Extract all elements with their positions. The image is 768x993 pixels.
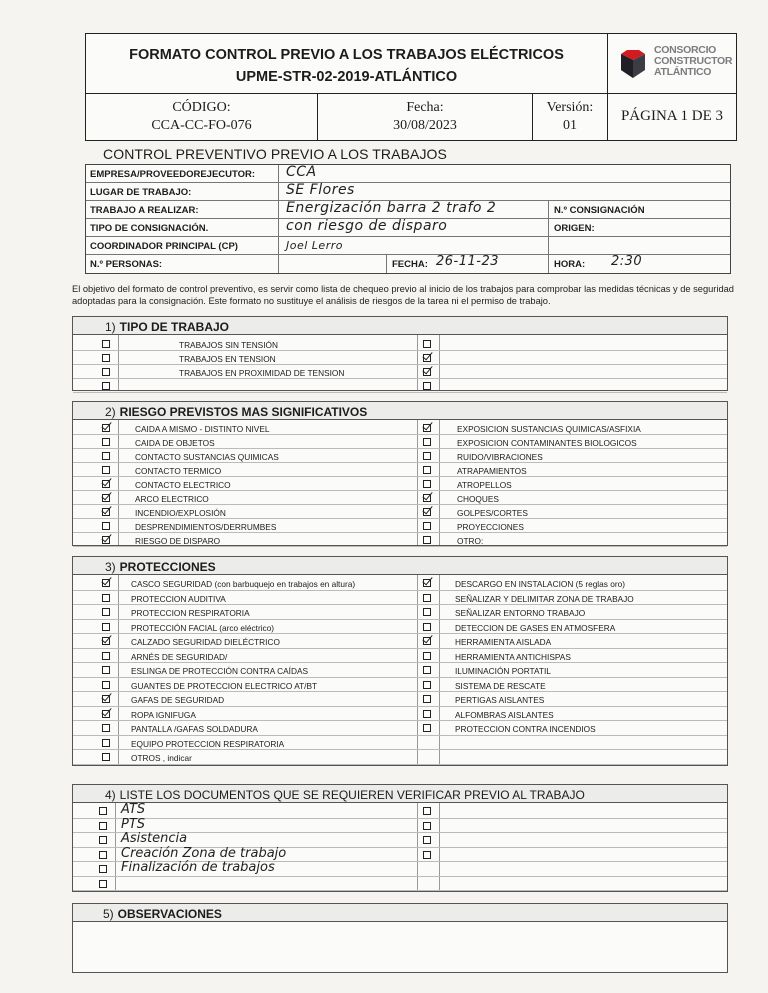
section-tipo-trabajo bbox=[72, 316, 728, 391]
objective-text: El objetivo del formato de control preventivo, es servir como lista de chequeo previo al inicio de los trabajos para comprobar las medidas técnicas y de seguridad adoptadas para la consignación. Este formato no sustituye el análisis de riesgos de la tarea ni el permiso de trabajo. bbox=[72, 284, 734, 306]
fecha-field-label: FECHA: bbox=[392, 259, 428, 270]
checkbox[interactable] bbox=[102, 438, 110, 446]
logo-icon bbox=[618, 48, 648, 80]
checkbox[interactable] bbox=[423, 822, 431, 830]
section-title: 5) OBSERVACIONES bbox=[73, 904, 727, 922]
checkbox[interactable] bbox=[99, 836, 107, 844]
tipo-label: TIPO DE CONSIGNACIÓN. bbox=[90, 223, 209, 234]
checkbox[interactable] bbox=[423, 579, 431, 587]
form-title bbox=[86, 34, 608, 94]
info-table bbox=[85, 164, 731, 274]
checkbox[interactable] bbox=[423, 666, 431, 674]
checkbox[interactable] bbox=[102, 536, 110, 544]
checklist-label: SEÑALIZAR ENTORNO TRABAJO bbox=[455, 608, 586, 618]
checklist-label: CAIDA DE OBJETOS bbox=[135, 438, 215, 448]
checkbox[interactable] bbox=[423, 724, 431, 732]
checklist-label: PERTIGAS AISLANTES bbox=[455, 695, 545, 705]
checkbox[interactable] bbox=[99, 865, 107, 873]
section-observaciones bbox=[72, 903, 728, 973]
document-entry: PTS bbox=[121, 816, 146, 832]
checkbox[interactable] bbox=[99, 880, 107, 888]
checkbox[interactable] bbox=[102, 594, 110, 602]
checklist-label: ROPA IGNIFUGA bbox=[131, 709, 196, 720]
checklist-label: ALFOMBRAS AISLANTES bbox=[455, 709, 554, 720]
document-entry: Creación Zona de trabajo bbox=[121, 845, 287, 861]
trabajo-value[interactable]: Energización barra 2 trafo 2 bbox=[286, 200, 497, 216]
fecha-field-value[interactable]: 26-11-23 bbox=[436, 254, 500, 269]
checkbox[interactable] bbox=[99, 822, 107, 830]
logo-text: CONSORCIO CONSTRUCTOR ATLÁNTICO bbox=[654, 44, 733, 78]
checklist-label: EQUIPO PROTECCION RESPIRATORIA bbox=[131, 738, 285, 749]
coordinador-value[interactable]: Joel Lerro bbox=[286, 239, 343, 252]
control-heading: CONTROL PREVENTIVO PREVIO A LOS TRABAJOS bbox=[103, 146, 447, 162]
checkbox[interactable] bbox=[423, 382, 431, 390]
checklist-row bbox=[73, 365, 727, 379]
checklist-label: PROTECCION RESPIRATORIA bbox=[131, 608, 250, 618]
consignacion-label: N.º CONSIGNACIÓN bbox=[554, 205, 645, 216]
checkbox[interactable] bbox=[102, 666, 110, 674]
checkbox[interactable] bbox=[423, 354, 431, 362]
checklist-label: CONTACTO SUSTANCIAS QUIMICAS bbox=[135, 452, 279, 462]
form-header bbox=[85, 33, 737, 141]
checkbox[interactable] bbox=[423, 536, 431, 544]
checkbox[interactable] bbox=[423, 522, 431, 530]
checklist-row bbox=[73, 351, 727, 365]
checkbox[interactable] bbox=[102, 480, 110, 488]
info-row-empresa bbox=[86, 165, 730, 183]
checkbox[interactable] bbox=[102, 695, 110, 703]
checkbox[interactable] bbox=[102, 452, 110, 460]
empresa-label: EMPRESA/PROVEEDOREJECUTOR: bbox=[90, 169, 256, 180]
checkbox[interactable] bbox=[423, 807, 431, 815]
checklist-label: CHOQUES bbox=[457, 494, 499, 504]
section-title: 1) TIPO DE TRABAJO bbox=[73, 317, 727, 335]
checkbox[interactable] bbox=[102, 637, 110, 645]
form-title-line2: UPME-STR-02-2019-ATLÁNTICO bbox=[235, 69, 458, 85]
checklist-label: DESPRENDIMIENTOS/DERRUMBES bbox=[135, 522, 277, 532]
checkbox[interactable] bbox=[102, 579, 110, 587]
section-title: 2) RIESGO PREVISTOS MAS SIGNIFICATIVOS bbox=[73, 402, 727, 420]
checklist-label: TRABAJOS SIN TENSIÓN bbox=[179, 340, 278, 350]
checklist-label: GAFAS DE SEGURIDAD bbox=[131, 695, 225, 705]
checkbox[interactable] bbox=[423, 637, 431, 645]
trabajo-label: TRABAJO A REALIZAR: bbox=[90, 205, 199, 216]
version-label: Versión: bbox=[546, 100, 594, 115]
checklist-row bbox=[73, 804, 727, 819]
checklist-label: HERRAMIENTA AISLADA bbox=[455, 637, 552, 647]
checkbox[interactable] bbox=[423, 710, 431, 718]
codigo-value: CCA-CC-FO-076 bbox=[151, 118, 252, 133]
checklist-label: ATRAPAMIENTOS bbox=[457, 466, 527, 476]
checkbox[interactable] bbox=[423, 480, 431, 488]
checklist-label: GOLPES/CORTES bbox=[457, 508, 528, 518]
checkbox[interactable] bbox=[102, 508, 110, 516]
checklist-label: PROTECCION CONTRA INCENDIOS bbox=[455, 724, 596, 734]
checklist-label: PROYECCIONES bbox=[457, 522, 524, 532]
checklist-label: ATROPELLOS bbox=[457, 480, 512, 490]
checkbox[interactable] bbox=[423, 508, 431, 516]
checklist-label: TRABAJOS EN PROXIMIDAD DE TENSION bbox=[179, 368, 345, 378]
section-title: 4) LISTE LOS DOCUMENTOS QUE SE REQUIEREN VERIFICAR PREVIO AL TRABAJO bbox=[73, 785, 727, 803]
checkbox[interactable] bbox=[102, 466, 110, 474]
checklist-label: OTROS , indicar bbox=[131, 753, 192, 763]
checkbox[interactable] bbox=[102, 710, 110, 718]
checkbox[interactable] bbox=[423, 452, 431, 460]
checklist-label: PROTECCION AUDITIVA bbox=[131, 593, 226, 604]
info-row-lugar bbox=[86, 183, 730, 201]
checklist-label: CASCO SEGURIDAD (con barbuquejo en trabajos en altura) bbox=[131, 579, 356, 589]
checkbox[interactable] bbox=[102, 522, 110, 530]
checkbox[interactable] bbox=[423, 623, 431, 631]
document-entry: ATS bbox=[121, 802, 146, 817]
checkbox[interactable] bbox=[423, 340, 431, 348]
coordinador-label: COORDINADOR PRINCIPAL (CP) bbox=[90, 241, 238, 252]
checkbox[interactable] bbox=[99, 851, 107, 859]
lugar-value[interactable]: SE Flores bbox=[286, 182, 355, 198]
pagina-cell: PÁGINA 1 DE 3 bbox=[620, 108, 724, 124]
checklist-label: CALZADO SEGURIDAD DIELÉCTRICO bbox=[131, 637, 280, 647]
lugar-label: LUGAR DE TRABAJO: bbox=[90, 187, 192, 198]
checklist-label: RUIDO/VIBRACIONES bbox=[457, 452, 543, 462]
checkbox[interactable] bbox=[423, 466, 431, 474]
checklist-label: GUANTES DE PROTECCION ELECTRICO AT/BT bbox=[131, 680, 318, 691]
checkbox[interactable] bbox=[423, 424, 431, 432]
empresa-value[interactable]: CCA bbox=[286, 164, 317, 180]
hora-label: HORA: bbox=[554, 259, 586, 270]
checklist-label: PROTECCIÓN FACIAL (arco eléctrico) bbox=[131, 622, 275, 633]
personas-label: N.º PERSONAS: bbox=[90, 259, 163, 270]
checkbox[interactable] bbox=[423, 836, 431, 844]
observaciones-field[interactable] bbox=[73, 922, 727, 972]
checkbox[interactable] bbox=[423, 494, 431, 502]
section-documentos bbox=[72, 784, 728, 892]
checklist-row bbox=[73, 379, 727, 393]
tipo-value[interactable]: con riesgo de disparo bbox=[286, 218, 448, 234]
checklist-label: ESLINGA DE PROTECCIÓN CONTRA CAÍDAS bbox=[131, 666, 309, 676]
checkbox[interactable] bbox=[102, 681, 110, 689]
codigo-label: CÓDIGO: bbox=[172, 100, 231, 115]
version-value: 01 bbox=[563, 118, 577, 133]
checklist-row bbox=[73, 337, 727, 351]
section-title: 3) PROTECCIONES bbox=[73, 557, 727, 575]
checklist-label: PANTALLA /GAFAS SOLDADURA bbox=[131, 724, 258, 734]
checkbox[interactable] bbox=[102, 652, 110, 660]
checkbox[interactable] bbox=[102, 368, 110, 376]
checklist-label: SEÑALIZAR Y DELIMITAR ZONA DE TRABAJO bbox=[455, 593, 634, 604]
section-protecciones bbox=[72, 556, 728, 766]
checkbox[interactable] bbox=[102, 382, 110, 390]
checkbox[interactable] bbox=[102, 608, 110, 616]
version-cell bbox=[533, 94, 608, 140]
checklist-label: RIESGO DE DISPARO bbox=[135, 536, 221, 546]
checklist-row bbox=[73, 877, 727, 892]
checklist-label: TRABAJOS EN TENSION bbox=[179, 354, 276, 364]
codigo-cell bbox=[86, 94, 318, 140]
checklist-label: DETECCION DE GASES EN ATMOSFERA bbox=[455, 622, 616, 633]
checkbox[interactable] bbox=[423, 368, 431, 376]
checkbox[interactable] bbox=[423, 652, 431, 660]
checklist-label: ILUMINACIÓN PORTATIL bbox=[455, 666, 551, 676]
section-riesgos bbox=[72, 401, 728, 546]
info-row-tipo bbox=[86, 219, 730, 237]
checklist-label: EXPOSICION CONTAMINANTES BIOLOGICOS bbox=[457, 438, 637, 448]
checkbox[interactable] bbox=[102, 494, 110, 502]
fecha-cell bbox=[318, 94, 533, 140]
checkbox[interactable] bbox=[99, 807, 107, 815]
company-logo bbox=[608, 34, 736, 94]
checkbox[interactable] bbox=[102, 424, 110, 432]
checklist-label: CONTACTO ELECTRICO bbox=[135, 480, 231, 490]
checkbox[interactable] bbox=[423, 594, 431, 602]
checkbox[interactable] bbox=[102, 340, 110, 348]
checklist-label: HERRAMIENTA ANTICHISPAS bbox=[455, 651, 571, 662]
checkbox[interactable] bbox=[423, 681, 431, 689]
checkbox[interactable] bbox=[102, 354, 110, 362]
checkbox[interactable] bbox=[102, 724, 110, 732]
checklist-label: OTRO: bbox=[457, 536, 484, 546]
hora-value[interactable]: 2:30 bbox=[611, 254, 643, 269]
checkbox[interactable] bbox=[423, 438, 431, 446]
checklist-label: DESCARGO EN INSTALACION (5 reglas oro) bbox=[455, 579, 625, 589]
checkbox[interactable] bbox=[102, 753, 110, 761]
checkbox[interactable] bbox=[102, 739, 110, 747]
origen-label: ORIGEN: bbox=[554, 223, 595, 234]
checklist-label: SISTEMA DE RESCATE bbox=[455, 680, 546, 691]
document-entry: Finalización de trabajos bbox=[121, 860, 275, 875]
info-row-trabajo bbox=[86, 201, 730, 219]
checkbox[interactable] bbox=[102, 623, 110, 631]
fecha-label: Fecha: bbox=[406, 100, 444, 115]
checklist-label: CAIDA A MISMO - DISTINTO NIVEL bbox=[135, 424, 270, 434]
checkbox[interactable] bbox=[423, 851, 431, 859]
checklist-label: CONTACTO TERMICO bbox=[135, 466, 222, 476]
form-title-line1: FORMATO CONTROL PREVIO A LOS TRABAJOS ELÉCTRICOS bbox=[129, 47, 564, 63]
document-entry: Asistencia bbox=[121, 831, 188, 846]
checklist-label: ARCO ELECTRICO bbox=[135, 494, 209, 504]
checklist-label: EXPOSICION SUSTANCIAS QUIMICAS/ASFIXIA bbox=[457, 424, 641, 434]
info-row-coordinador bbox=[86, 237, 730, 255]
checkbox[interactable] bbox=[423, 695, 431, 703]
checkbox[interactable] bbox=[423, 608, 431, 616]
checklist-label: ARNÉS DE SEGURIDAD/ bbox=[131, 651, 228, 662]
fecha-value: 30/08/2023 bbox=[393, 118, 457, 133]
checklist-label: INCENDIO/EXPLOSIÓN bbox=[135, 508, 226, 518]
info-row-personas bbox=[86, 255, 730, 273]
